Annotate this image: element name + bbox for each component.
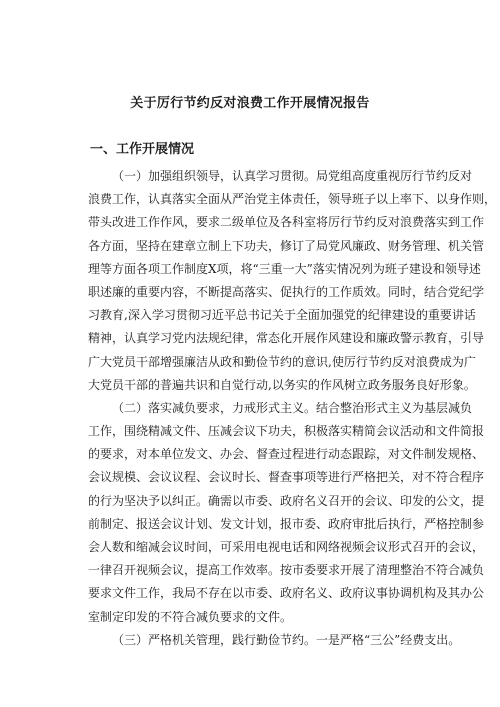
paragraph-line: 职述廉的重要内容，不断提高落实、促执行的工作质效。同时，结合党纪学: [88, 284, 485, 299]
paragraph-line: 工作，围绕精减文件、压减会议下功夫，积极落实精简会议活动和文件简报: [88, 424, 485, 439]
paragraph-line: 带头改进工作作风，要求二级单位及各科室将厉行节约反对浪费落实到工作: [88, 215, 485, 230]
paragraph-line: （二）落实减负要求，力戒形式主义。结合整治形式主义为基层减负: [112, 400, 473, 415]
paragraph-line: 前制定、报送会议计划、发文计划，报市委、政府审批后执行，严格控制参: [88, 516, 485, 531]
paragraph-line: （三）严格机关管理，践行勤俭节约。一是严格“三公”经费支出。: [112, 632, 461, 647]
paragraph-line: 要求文件工作，我局不存在以市委、政府名义、政府议事协调机构及其办公: [88, 586, 485, 601]
paragraph-line: 室制定印发的不符合减负要求的文件。: [88, 609, 293, 624]
paragraph-line: 一律召开视频会议，提高工作效率。按市委要求开展了清理整治不符合减负: [88, 563, 485, 578]
document-title: 关于厉行节约反对浪费工作开展情况报告: [130, 96, 370, 111]
paragraph-line: 广大党员干部增强廉洁从政和勤俭节约的意识,使厉行节约反对浪费成为广: [88, 354, 476, 369]
document-body: [88, 165, 497, 652]
section-heading: 一、工作开展情况: [90, 142, 195, 157]
paragraph-line: 大党员干部的普遍共识和自觉行动,以务实的作风树立政务服务良好形象。: [88, 377, 476, 392]
paragraph-line: 的行为坚决予以纠正。确需以市委、政府名义召开的会议、印发的公文，提: [88, 493, 485, 508]
paragraph-line: 精神，认真学习党内法规纪律，常态化开展作风建设和廉政警示教育，引导: [88, 331, 485, 346]
paragraph-line: 习教育,深入学习贯彻习近平总书记关于全面加强党的纪律建设的重要讲话: [88, 308, 476, 323]
paragraph-line: 理等方面各项工作制度X项，将“三重一大”落实情况列为班子建设和领导述: [88, 261, 481, 276]
paragraph-line: （一）加强组织领导，认真学习贯彻。局党组高度重视厉行节约反对: [112, 169, 473, 183]
paragraph-line: 浪费工作，认真落实全面从严治党主体责任，领导班子以上率下、以身作则，: [88, 192, 497, 207]
paragraph-line: 会议规模、会议议程、会议时长、督查事项等进行严格把关，对不符合程序: [88, 470, 485, 485]
paragraph-line: 各方面，坚持在建章立制上下功夫，修订了局党风廉政、财务管理、机关管: [88, 238, 485, 253]
paragraph-line: 的要求，对本单位发文、办会、督查过程进行动态跟踪，对文件制发规格、: [88, 447, 485, 462]
paragraph-line: 会人数和缩减会议时间，可采用电视电话和网络视频会议形式召开的会议，: [88, 540, 485, 554]
